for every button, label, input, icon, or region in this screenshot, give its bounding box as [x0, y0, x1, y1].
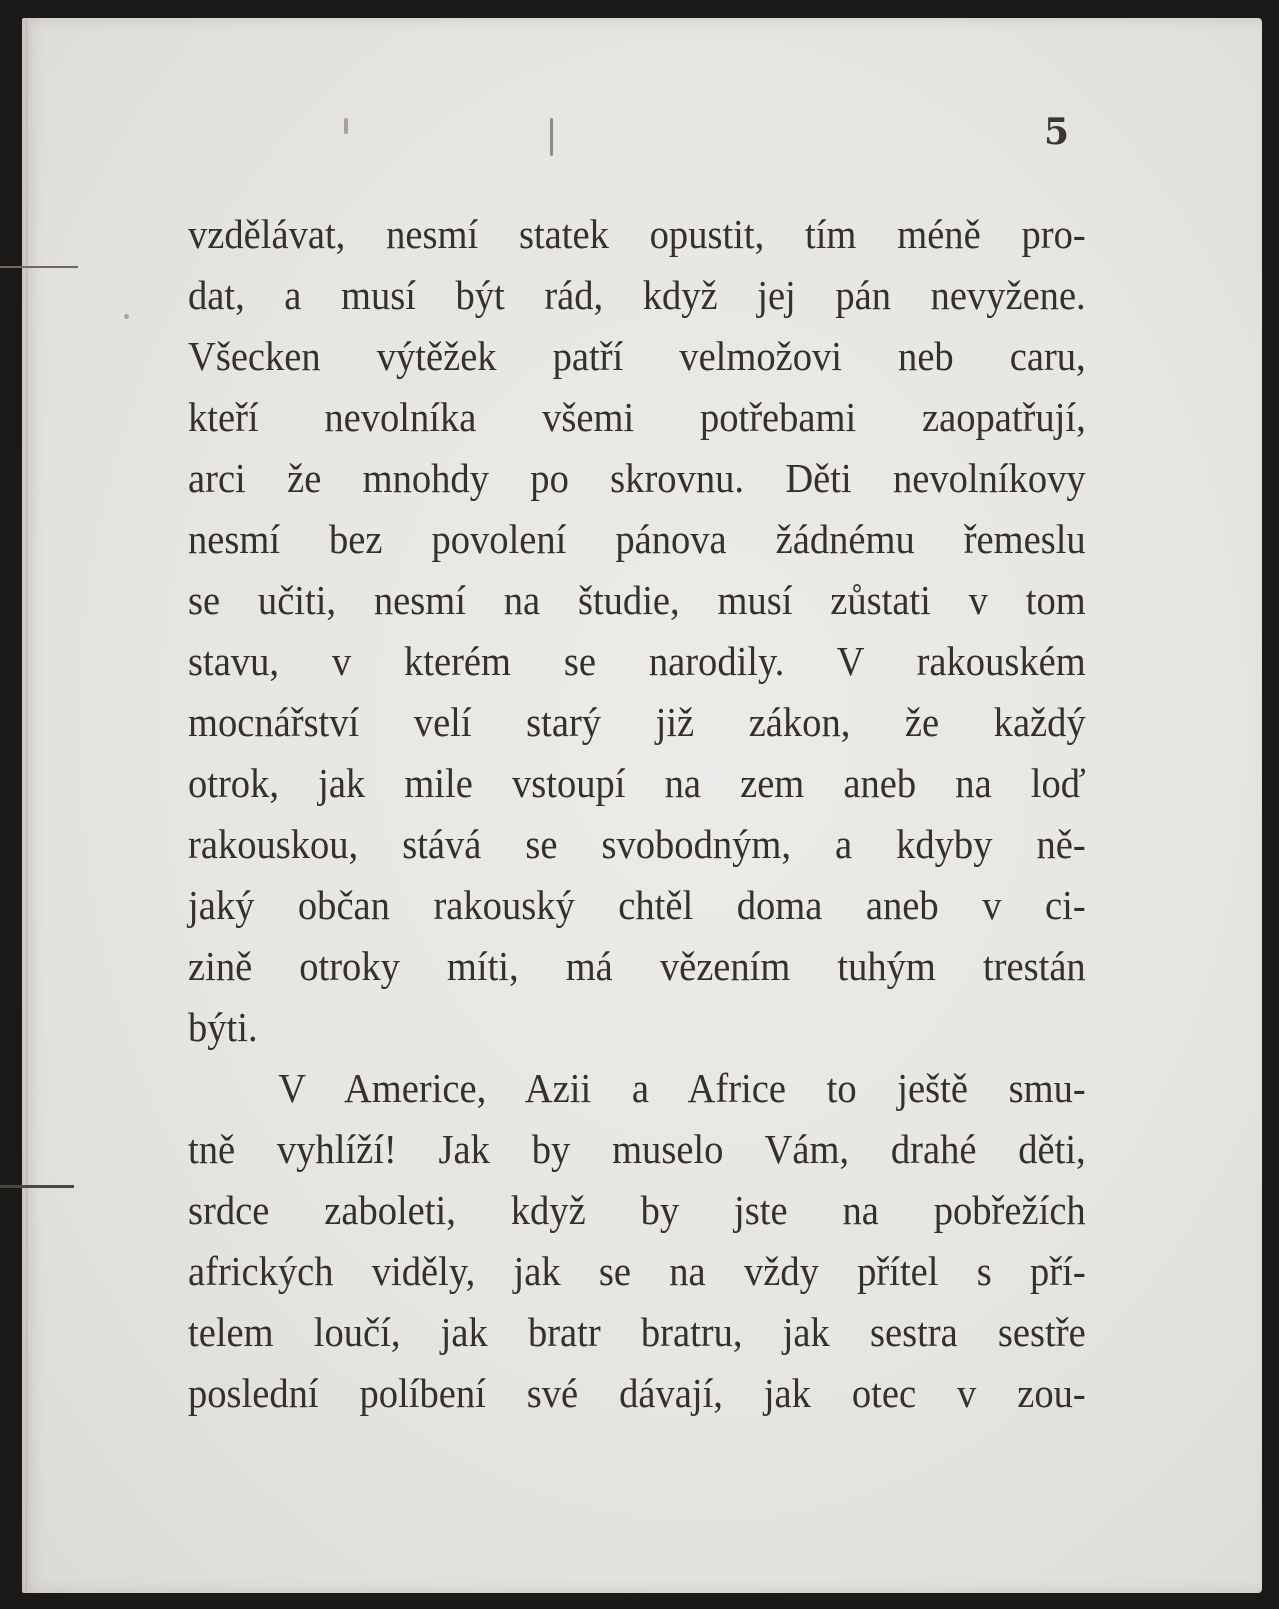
text-line: vzdělávat, nesmí statek opustit, tím méně pro- — [188, 211, 1086, 257]
book-page — [22, 18, 1262, 1593]
text-line-paragraph-start: V Americe, Azii a Africe to ještě smu- — [278, 1065, 1086, 1111]
body-text — [188, 204, 1086, 1424]
margin-speck — [124, 314, 129, 319]
text-line: kteří nevolníka všemi potřebami zaopatřují, — [188, 394, 1086, 440]
ink-speck-left — [344, 118, 348, 134]
text-line: se učiti, nesmí na študie, musí zůstati v tom — [188, 577, 1086, 623]
text-line: tně vyhlíží! Jak by muselo Vám, drahé děti, — [188, 1126, 1086, 1172]
ink-speck-right — [550, 118, 553, 156]
text-line-paragraph-end: býti. — [188, 1004, 258, 1050]
page-number: 5 — [1044, 111, 1070, 153]
text-line: telem loučí, jak bratr bratru, jak sestra sestře — [188, 1309, 1086, 1355]
text-line: zině otroky míti, má vězením tuhým trestán — [188, 943, 1086, 989]
text-line: Všecken výtěžek patří velmožovi neb caru, — [188, 333, 1086, 379]
text-line: srdce zaboleti, když by jste na pobřežích — [188, 1187, 1086, 1233]
text-line: stavu, v kterém se narodily. V rakouském — [188, 638, 1086, 684]
margin-mark-upper — [0, 266, 78, 268]
text-line: dat, a musí být rád, když jej pán nevyžene. — [188, 272, 1086, 318]
text-line: nesmí bez povolení pánova žádnému řemeslu — [188, 516, 1086, 562]
text-line: poslední políbení své dávají, jak otec v zou- — [188, 1370, 1086, 1416]
text-line: otrok, jak mile vstoupí na zem aneb na loď — [188, 760, 1086, 806]
text-line: rakouskou, stává se svobodným, a kdyby ně- — [188, 821, 1086, 867]
text-line: afrických viděly, jak se na vždy přítel s pří- — [188, 1248, 1086, 1294]
text-line: arci že mnohdy po skrovnu. Děti nevolníkovy — [188, 455, 1086, 501]
text-line: jaký občan rakouský chtěl doma aneb v ci- — [188, 882, 1086, 928]
page-gutter-edge — [26, 18, 29, 1593]
text-line: mocnářství velí starý již zákon, že každý — [188, 699, 1086, 745]
margin-mark-lower — [0, 1185, 74, 1188]
